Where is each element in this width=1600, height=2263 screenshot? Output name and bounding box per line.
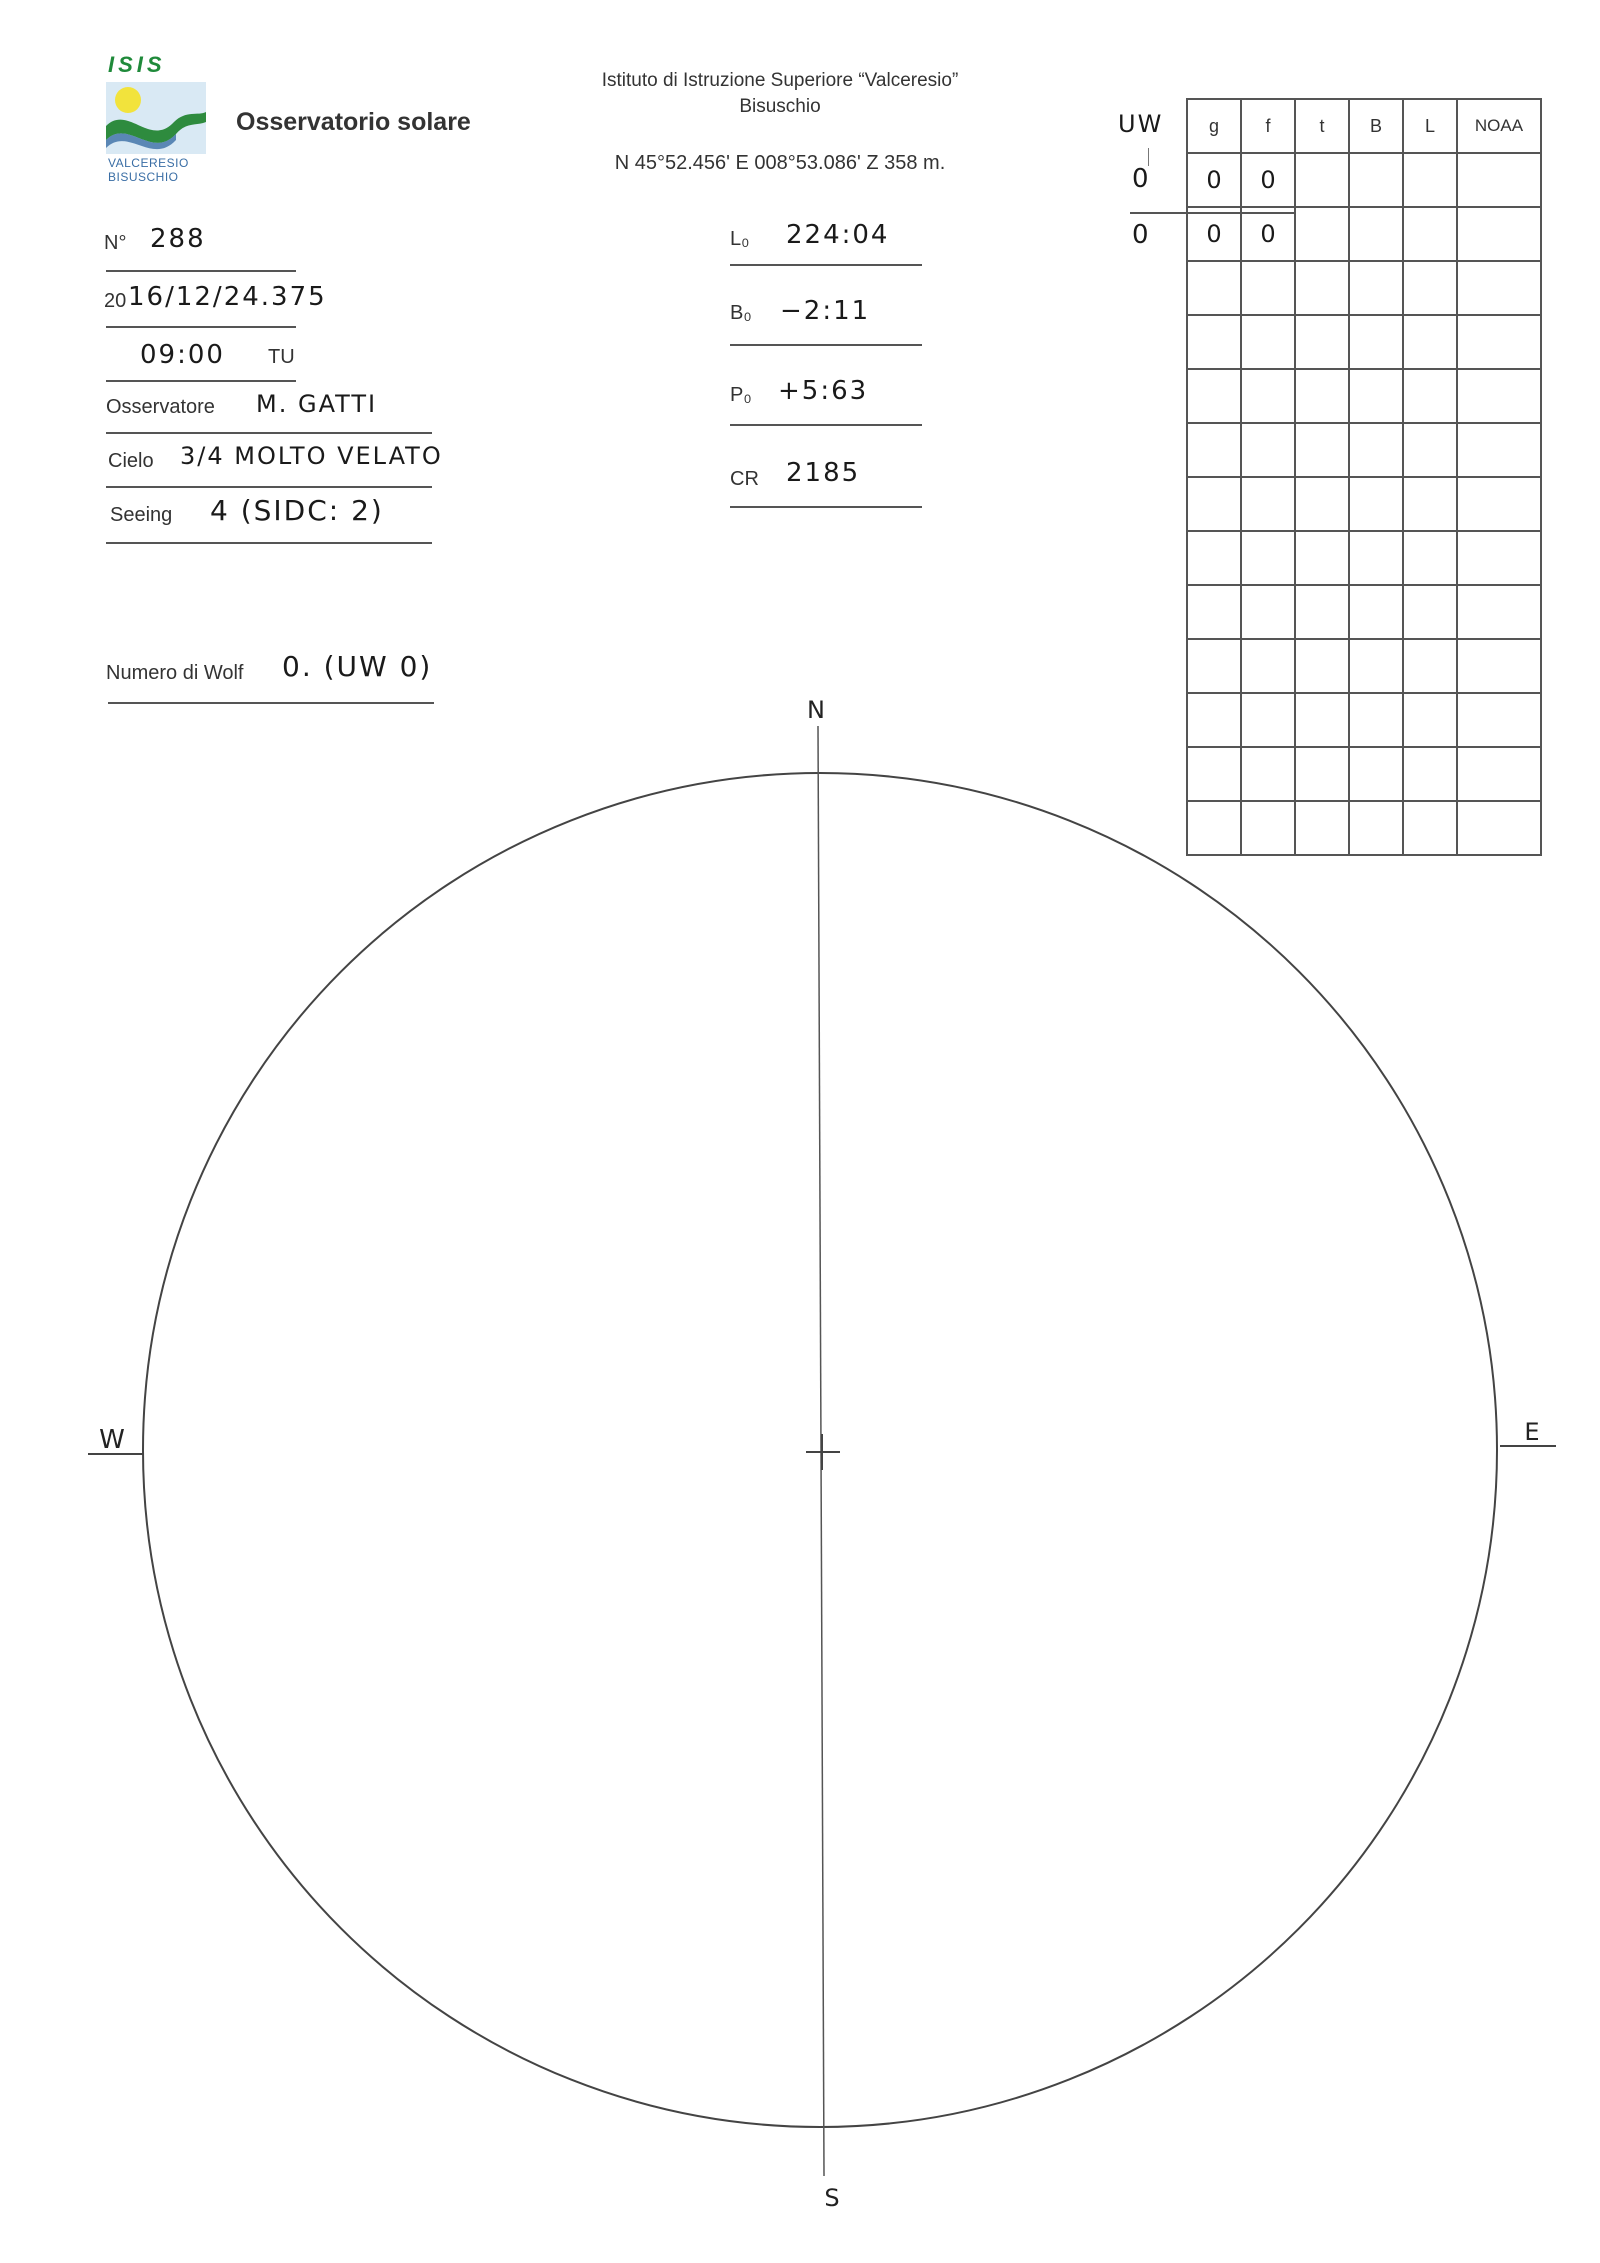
uw-row-2: 0	[1132, 220, 1151, 250]
time-unit: TU	[268, 346, 295, 368]
observatory-title: Osservatorio solare	[236, 108, 471, 136]
sky-label: Cielo	[108, 450, 154, 472]
observer-value: M. GATTI	[256, 390, 378, 418]
south-label: S	[824, 2184, 840, 2212]
solar-disc	[143, 773, 1497, 2127]
table-cell-g: 0	[1187, 207, 1241, 261]
l0-value: 224:04	[786, 220, 890, 250]
institute-name: Istituto di Istruzione Superiore “Valceresio”	[601, 70, 959, 91]
b0-value: −2:11	[780, 296, 871, 326]
institute-town: Bisuschio	[739, 96, 821, 117]
uw-header: UW	[1118, 110, 1164, 138]
east-label: E	[1524, 1418, 1540, 1446]
wolf-label: Numero di Wolf	[106, 662, 244, 684]
wolf-value: 0. (UW 0)	[282, 650, 433, 683]
observer-label: Osservatore	[106, 396, 215, 418]
number-label: N°	[104, 232, 127, 254]
b0-label: B₀	[730, 302, 752, 324]
logo-subtitle-line1: VALCERESIO	[108, 156, 189, 170]
p0-label: P₀	[730, 384, 752, 406]
col-t: t	[1295, 99, 1349, 153]
col-g: g	[1187, 99, 1241, 153]
time-value: 09:00	[140, 340, 225, 370]
cr-label: CR	[730, 468, 759, 490]
logo-title: ISIS	[108, 52, 166, 77]
l0-label: L₀	[730, 228, 750, 250]
seeing-value: 4 (SIDC: 2)	[210, 494, 384, 527]
observatory-coordinates: N 45°52.456' E 008°53.086' Z 358 m.	[614, 152, 946, 174]
cr-value: 2185	[786, 458, 861, 488]
col-f: f	[1241, 99, 1295, 153]
col-l: L	[1403, 99, 1457, 153]
date-value: 16/12/24.375	[128, 282, 327, 312]
north-label: N	[807, 696, 825, 724]
table-cell-g: 0	[1187, 153, 1241, 207]
seeing-label: Seeing	[110, 504, 173, 526]
table-cell-f: 0	[1241, 207, 1295, 261]
uw-row-1: 0	[1132, 164, 1151, 194]
logo-subtitle-line2: BISUSCHIO	[108, 170, 179, 184]
date-prefix: 20	[104, 290, 127, 312]
table-cell-f: 0	[1241, 153, 1295, 207]
sky-value: 3/4 MOLTO VELATO	[180, 442, 443, 470]
p0-value: +5:63	[778, 376, 869, 406]
col-b: B	[1349, 99, 1403, 153]
col-noaa: NOAA	[1457, 99, 1541, 153]
west-label: W	[99, 1425, 125, 1455]
number-value: 288	[150, 224, 206, 254]
